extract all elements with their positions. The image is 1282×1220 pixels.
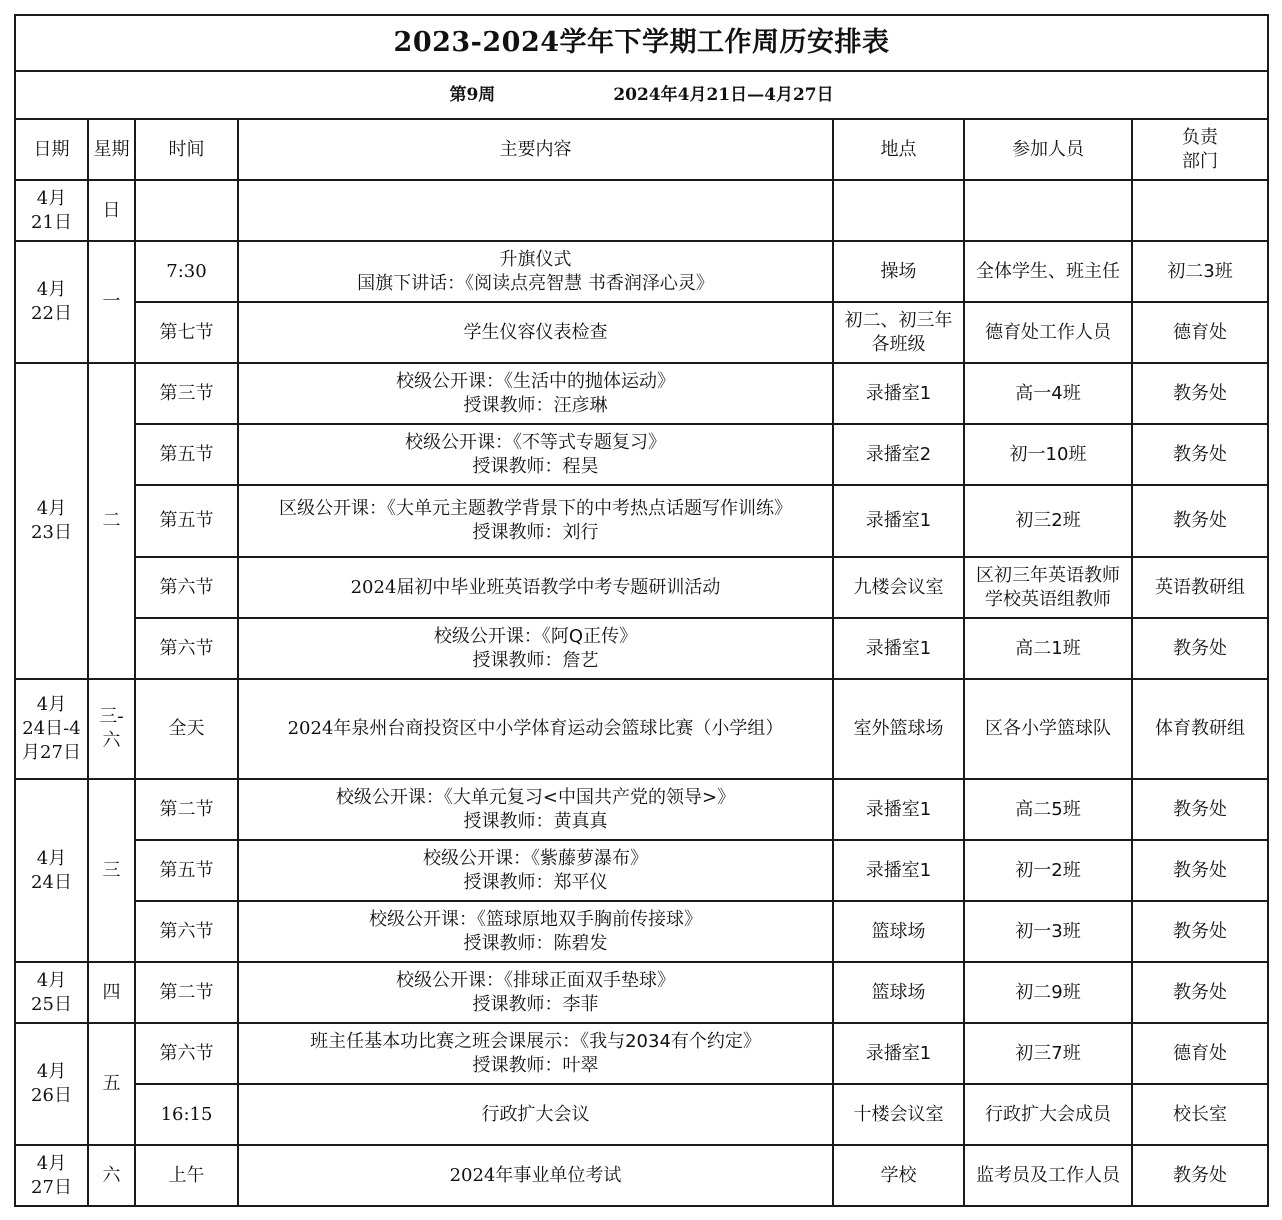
date-cell: 4月 27日 [15, 1145, 88, 1206]
location-cell: 十楼会议室 [833, 1084, 964, 1145]
table-row [15, 840, 1268, 901]
location-cell: 录播室1 [833, 618, 964, 679]
header-content: 主要内容 [238, 119, 833, 180]
dept-cell: 德育处 [1132, 1023, 1268, 1084]
weekday-cell: 日 [88, 180, 135, 241]
time-cell: 第七节 [135, 302, 238, 363]
date-cell: 4月 22日 [15, 241, 88, 363]
table-row [15, 679, 1268, 779]
table-row [15, 302, 1268, 363]
weekday-cell: 六 [88, 1145, 135, 1206]
table-row [15, 180, 1268, 241]
location-cell [833, 180, 964, 241]
participants-cell: 初一3班 [964, 901, 1132, 962]
dept-cell: 教务处 [1132, 1145, 1268, 1206]
content-cell: 校级公开课：《不等式专题复习》 授课教师：程昊 [238, 424, 833, 485]
table-row [15, 962, 1268, 1023]
location-cell: 学校 [833, 1145, 964, 1206]
table-row [15, 901, 1268, 962]
week-info [15, 71, 1268, 119]
header-row [15, 119, 1268, 180]
dept-cell: 英语教研组 [1132, 557, 1268, 618]
location-cell: 录播室1 [833, 485, 964, 557]
participants-cell: 初一2班 [964, 840, 1132, 901]
participants-cell: 区各小学篮球队 [964, 679, 1132, 779]
content-cell: 校级公开课：《阿Q正传》 授课教师：詹艺 [238, 618, 833, 679]
weekday-cell: 五 [88, 1023, 135, 1145]
participants-cell: 行政扩大会成员 [964, 1084, 1132, 1145]
time-cell: 7:30 [135, 241, 238, 302]
location-cell: 操场 [833, 241, 964, 302]
content-cell: 校级公开课：《篮球原地双手胸前传接球》 授课教师：陈碧发 [238, 901, 833, 962]
participants-cell: 初三2班 [964, 485, 1132, 557]
location-cell: 录播室1 [833, 779, 964, 840]
weekday-cell: 四 [88, 962, 135, 1023]
dept-cell: 教务处 [1132, 779, 1268, 840]
header-time: 时间 [135, 119, 238, 180]
participants-cell: 区初三年英语教师 学校英语组教师 [964, 557, 1132, 618]
table-row [15, 1145, 1268, 1206]
table-row [15, 424, 1268, 485]
time-cell: 第二节 [135, 962, 238, 1023]
work-calendar-table [14, 14, 1269, 1207]
location-cell: 录播室1 [833, 1023, 964, 1084]
location-cell: 录播室1 [833, 363, 964, 424]
location-cell: 九楼会议室 [833, 557, 964, 618]
participants-cell: 监考员及工作人员 [964, 1145, 1132, 1206]
content-cell: 区级公开课：《大单元主题教学背景下的中考热点话题写作训练》 授课教师：刘行 [238, 485, 833, 557]
time-cell [135, 180, 238, 241]
content-cell: 校级公开课：《大单元复习<中国共产党的领导>》 授课教师：黄真真 [238, 779, 833, 840]
location-cell: 录播室2 [833, 424, 964, 485]
participants-cell: 初二9班 [964, 962, 1132, 1023]
table-row [15, 485, 1268, 557]
participants-cell: 初三7班 [964, 1023, 1132, 1084]
date-cell: 4月 24日 [15, 779, 88, 962]
participants-cell: 高一4班 [964, 363, 1132, 424]
time-cell: 第六节 [135, 1023, 238, 1084]
header-date: 日期 [15, 119, 88, 180]
content-cell: 学生仪容仪表检查 [238, 302, 833, 363]
date-cell: 4月 23日 [15, 363, 88, 679]
content-cell: 2024年事业单位考试 [238, 1145, 833, 1206]
dept-cell: 教务处 [1132, 485, 1268, 557]
time-cell: 第三节 [135, 363, 238, 424]
page-title: 2023-2024学年下学期工作周历安排表 [15, 15, 1268, 71]
weekday-cell: 二 [88, 363, 135, 679]
participants-cell: 初一10班 [964, 424, 1132, 485]
content-cell: 行政扩大会议 [238, 1084, 833, 1145]
header-participants: 参加人员 [964, 119, 1132, 180]
time-cell: 第六节 [135, 901, 238, 962]
participants-cell [964, 180, 1132, 241]
content-cell [238, 180, 833, 241]
table-row [15, 1023, 1268, 1084]
weekday-cell: 三-六 [88, 679, 135, 779]
date-range: 2024年4月21日—4月27日 [613, 85, 834, 105]
table-row [15, 779, 1268, 840]
dept-cell: 初二3班 [1132, 241, 1268, 302]
participants-cell: 德育处工作人员 [964, 302, 1132, 363]
location-cell: 初二、初三年 各班级 [833, 302, 964, 363]
time-cell: 第二节 [135, 779, 238, 840]
header-dept: 负责 部门 [1132, 119, 1268, 180]
dept-cell: 教务处 [1132, 618, 1268, 679]
dept-cell: 体育教研组 [1132, 679, 1268, 779]
content-cell: 2024届初中毕业班英语教学中考专题研训活动 [238, 557, 833, 618]
location-cell: 室外篮球场 [833, 679, 964, 779]
location-cell: 篮球场 [833, 962, 964, 1023]
dept-cell [1132, 180, 1268, 241]
content-cell: 2024年泉州台商投资区中小学体育运动会篮球比赛（小学组） [238, 679, 833, 779]
dept-cell: 德育处 [1132, 302, 1268, 363]
time-cell: 16:15 [135, 1084, 238, 1145]
header-weekday: 星期 [88, 119, 135, 180]
content-cell: 校级公开课：《排球正面双手垫球》 授课教师：李菲 [238, 962, 833, 1023]
dept-cell: 教务处 [1132, 962, 1268, 1023]
date-cell: 4月 26日 [15, 1023, 88, 1145]
content-cell: 班主任基本功比赛之班会课展示：《我与2034有个约定》 授课教师：叶翠 [238, 1023, 833, 1084]
participants-cell: 高二1班 [964, 618, 1132, 679]
header-location: 地点 [833, 119, 964, 180]
dept-cell: 教务处 [1132, 840, 1268, 901]
dept-cell: 校长室 [1132, 1084, 1268, 1145]
location-cell: 篮球场 [833, 901, 964, 962]
content-cell: 升旗仪式 国旗下讲话：《阅读点亮智慧 书香润泽心灵》 [238, 241, 833, 302]
location-cell: 录播室1 [833, 840, 964, 901]
table-row [15, 557, 1268, 618]
dept-cell: 教务处 [1132, 424, 1268, 485]
date-cell: 4月 21日 [15, 180, 88, 241]
time-cell: 第五节 [135, 424, 238, 485]
time-cell: 第六节 [135, 618, 238, 679]
content-cell: 校级公开课：《紫藤萝瀑布》 授课教师：郑平仪 [238, 840, 833, 901]
dept-cell: 教务处 [1132, 901, 1268, 962]
participants-cell: 全体学生、班主任 [964, 241, 1132, 302]
time-cell: 第六节 [135, 557, 238, 618]
time-cell: 上午 [135, 1145, 238, 1206]
dept-cell: 教务处 [1132, 363, 1268, 424]
weekday-cell: 一 [88, 241, 135, 363]
table-row [15, 1084, 1268, 1145]
table-row [15, 241, 1268, 302]
table-row [15, 363, 1268, 424]
date-cell: 4月 25日 [15, 962, 88, 1023]
time-cell: 全天 [135, 679, 238, 779]
time-cell: 第五节 [135, 840, 238, 901]
table-row [15, 618, 1268, 679]
participants-cell: 高二5班 [964, 779, 1132, 840]
content-cell: 校级公开课：《生活中的抛体运动》 授课教师：汪彦琳 [238, 363, 833, 424]
time-cell: 第五节 [135, 485, 238, 557]
date-cell: 4月 24日-4 月27日 [15, 679, 88, 779]
week-label: 第9周 [449, 85, 496, 105]
weekday-cell: 三 [88, 779, 135, 962]
